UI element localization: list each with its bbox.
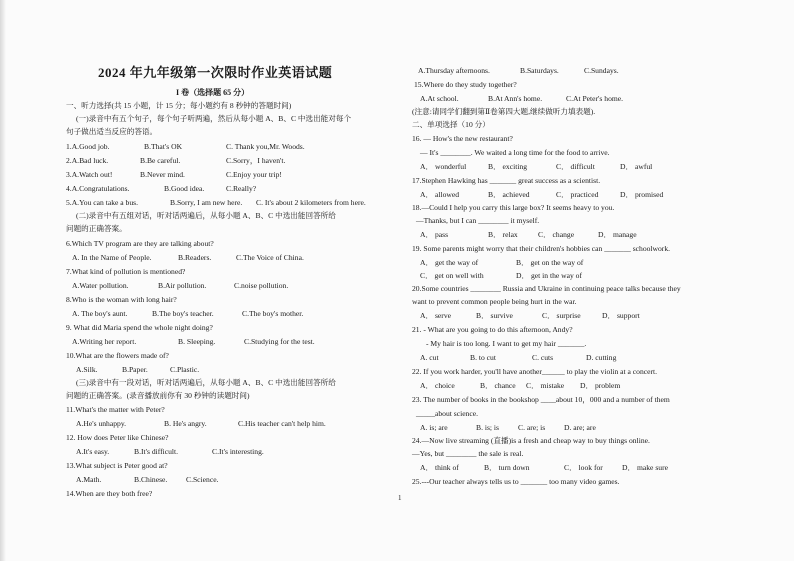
q23-stem-2: _____about science.: [416, 409, 478, 418]
q12-option-c: C.It's interesting.: [212, 447, 264, 456]
q14-option-c: C.Sundays.: [584, 66, 619, 75]
q14-option-b: B.Saturdays.: [520, 66, 559, 75]
q5-option-c: C. It's about 2 kilometers from here.: [256, 198, 366, 207]
q22-option-b: B． chance: [480, 381, 516, 390]
q23-stem: 23. The number of books in the bookshop ____about 10，000 and a number of them: [412, 395, 670, 404]
q12-option-a: A.It's easy.: [76, 447, 110, 456]
q1-option-c: C. Thank you,Mr. Woods.: [226, 142, 305, 151]
q12-stem: 12. How does Peter like Chinese?: [66, 433, 169, 442]
q24-option-a: A． think of: [420, 463, 459, 472]
q13-option-b: B.Chinese.: [134, 475, 168, 484]
q15-option-c: C.At Peter's home.: [566, 94, 624, 103]
q21-option-c: C. cuts: [532, 353, 554, 362]
q17-option-a: A． allowed: [420, 190, 460, 199]
q15-option-a: A.At school.: [420, 94, 459, 103]
exam-title: 2024 年九年级第一次限时作业英语试题: [98, 65, 333, 80]
listening-note: (注意:请同学们翻到第Ⅱ卷第四大题,继续做听力填表题).: [412, 107, 596, 116]
q22-option-c: C． mistake: [526, 381, 565, 390]
section-2-header: 二、单项选择（10 分）: [412, 120, 490, 129]
section-subtitle: I 卷（选择题 65 分）: [176, 88, 250, 97]
q22-stem: 22. If you work harder, you'll have another______ to play the violin at a concert.: [412, 367, 658, 376]
q24-option-d: D． make sure: [622, 463, 668, 472]
q3-option-a: 3.A.Watch out!: [66, 170, 113, 179]
q23-option-b: B. is; is: [476, 423, 500, 432]
q17-option-b: B． achieved: [488, 190, 530, 199]
q18-option-c: C． change: [538, 230, 575, 239]
q16-stem: 16. — How's the new restaurant?: [412, 134, 513, 143]
q10-option-b: B.Paper.: [122, 365, 148, 374]
q2-option-b: B.Be careful.: [140, 156, 181, 165]
q8-option-b: B.The boy's teacher.: [152, 309, 214, 318]
q20-option-c: C． surprise: [542, 311, 581, 320]
q4-option-c: C.Really?: [226, 184, 257, 193]
q18-option-b: B． relax: [488, 230, 518, 239]
q8-stem: 8.Who is the woman with long hair?: [66, 295, 177, 304]
q4-option-a: 4.A.Congratulations.: [66, 184, 130, 193]
q24-option-b: B． turn down: [484, 463, 530, 472]
q11-option-a: A.He's unhappy.: [76, 419, 127, 428]
q16-option-d: D． awful: [620, 162, 653, 171]
q16-option-a: A． wonderful: [420, 162, 467, 171]
q10-option-c: C.Plastic.: [170, 365, 200, 374]
q10-option-a: A.Silk.: [76, 365, 98, 374]
q9-option-a: A.Writing her report.: [72, 337, 137, 346]
q20-option-d: D． support: [602, 311, 640, 320]
q15-stem: 15.Where do they study together?: [414, 80, 517, 89]
q16-stem-2: — It's ________. We waited a long time for the food to arrive.: [420, 148, 610, 157]
q6-stem: 6.Which TV program are they are talking about?: [66, 239, 214, 248]
q15-option-b: B.At Ann's home.: [488, 94, 543, 103]
q17-stem: 17.Stephen Hawking has _______ great success as a scientist.: [412, 176, 601, 185]
section-1-header: 一、听力选择(共 15 小题，计 15 分；每小题约有 8 秒钟的答题时间): [66, 101, 292, 110]
q21-stem-2: - My hair is too long. I want to get my hair _______.: [426, 339, 587, 348]
q7-option-a: A.Water pollution.: [72, 281, 129, 290]
q7-option-b: B.Air pollution.: [158, 281, 207, 290]
q21-option-a: A. cut: [420, 353, 439, 362]
q4-option-b: B.Good idea.: [164, 184, 205, 193]
q22-option-a: A． choice: [420, 381, 455, 390]
q13-option-c: C.Science.: [186, 475, 219, 484]
q12-option-b: B.It's difficult.: [134, 447, 179, 456]
q5-option-a: 5.A.You can take a bus.: [66, 198, 138, 207]
q19-option-a: A． get the way of: [420, 258, 479, 267]
q20-stem-2: want to prevent common people being hurt in the war.: [412, 297, 577, 306]
q20-option-b: B． survive: [476, 311, 513, 320]
q8-option-c: C.The boy's mother.: [242, 309, 304, 318]
q13-option-a: A.Math.: [76, 475, 102, 484]
q21-option-d: D. cutting: [586, 353, 617, 362]
q19-option-b: B． get on the way of: [516, 258, 584, 267]
q17-option-d: D． promised: [620, 190, 664, 199]
q25-stem: 25.---Our teacher always tells us to _______ too many video games.: [412, 477, 620, 486]
q1-option-a: 1.A.Good job.: [66, 142, 110, 151]
part-3-intro: (三)录音中有一段对话，听对话两遍后，从每小题 A、B、C 中选出能回答所给: [76, 378, 336, 387]
q22-option-d: D． problem: [580, 381, 621, 390]
q24-stem: 24.—Now live streaming (直播)is a fresh and cheap way to buy things online.: [412, 436, 650, 445]
q17-option-c: C． practiced: [556, 190, 599, 199]
q3-option-b: B.Never mind.: [140, 170, 185, 179]
q24-option-c: C． look for: [564, 463, 603, 472]
q6-option-c: C.The Voice of China.: [236, 253, 304, 262]
q14-option-a: A.Thursday afternoons.: [418, 66, 490, 75]
page-number: 1: [398, 494, 402, 502]
q11-option-b: B. He's angry.: [164, 419, 207, 428]
q6-option-b: B.Readers.: [178, 253, 212, 262]
q23-option-d: D. are; are: [564, 423, 596, 432]
q13-stem: 13.What subject is Peter good at?: [66, 461, 168, 470]
q14-stem: 14.When are they both free?: [66, 489, 153, 498]
q20-stem: 20.Some countries ________ Russia and Ukraine in continuing peace talks because they: [412, 284, 681, 293]
part-1-intro-cont: 句子做出适当反应的答语。: [66, 127, 158, 136]
q16-option-b: B． exciting: [488, 162, 528, 171]
scan-edge-shadow: [0, 0, 6, 561]
q18-option-a: A． pass: [420, 230, 449, 239]
q18-option-d: D． manage: [598, 230, 637, 239]
q9-option-c: C.Studying for the test.: [244, 337, 315, 346]
part-2-intro-cont: 问题的正确答案。: [66, 224, 127, 233]
q7-option-c: C.noise pollution.: [234, 281, 289, 290]
q7-stem: 7.What kind of pollution is mentioned?: [66, 267, 186, 276]
q11-option-c: C.His teacher can't help him.: [238, 419, 326, 428]
q6-option-a: A. In the Name of People.: [72, 253, 152, 262]
q10-stem: 10.What are the flowers made of?: [66, 351, 169, 360]
q21-option-b: B. to cut: [470, 353, 496, 362]
q20-option-a: A． serve: [420, 311, 451, 320]
q2-option-a: 2.A.Bad luck.: [66, 156, 109, 165]
q11-stem: 11.What's the matter with Peter?: [66, 405, 165, 414]
q23-option-c: C. are; is: [518, 423, 546, 432]
q3-option-c: C.Enjoy your trip!: [226, 170, 282, 179]
part-3-intro-cont: 问题的正确答案。(录音播放前你有 30 秒钟的读题时间): [66, 391, 250, 400]
q1-option-b: B.That's OK: [144, 142, 183, 151]
part-2-intro: (二)录音中有五组对话，听对话两遍后，从每小题 A、B、C 中选出能回答所给: [76, 211, 336, 220]
q23-option-a: A. is; are: [420, 423, 448, 432]
part-1-intro: (一)录音中有五个句子，每个句子听两遍，然后从每小题 A、B、C 中选出能对每个: [76, 114, 352, 123]
q16-option-c: C． difficult: [556, 162, 595, 171]
q9-option-b: B. Sleeping.: [178, 337, 216, 346]
q18-stem-2: —Thanks, but I can ________ it myself.: [416, 216, 540, 225]
q5-option-b: B.Sorry, I am new here.: [170, 198, 243, 207]
q8-option-a: A. The boy's aunt.: [72, 309, 128, 318]
q9-stem: 9. What did Maria spend the whole night doing?: [66, 323, 213, 332]
q24-stem-2: —Yes, but ________ the sale is real.: [412, 449, 524, 458]
q21-stem: 21. - What are you going to do this afternoon, Andy?: [412, 325, 573, 334]
q19-stem: 19. Some parents might worry that their children's hobbies can _______ schoolwork.: [412, 244, 671, 253]
q19-option-d: D． get in the way of: [516, 271, 583, 280]
q2-option-c: C.Sorry，I haven't.: [226, 156, 286, 165]
q19-option-c: C． get on well with: [420, 271, 484, 280]
q18-stem: 18.—Could I help you carry this large box? It seems heavy to you.: [412, 203, 615, 212]
